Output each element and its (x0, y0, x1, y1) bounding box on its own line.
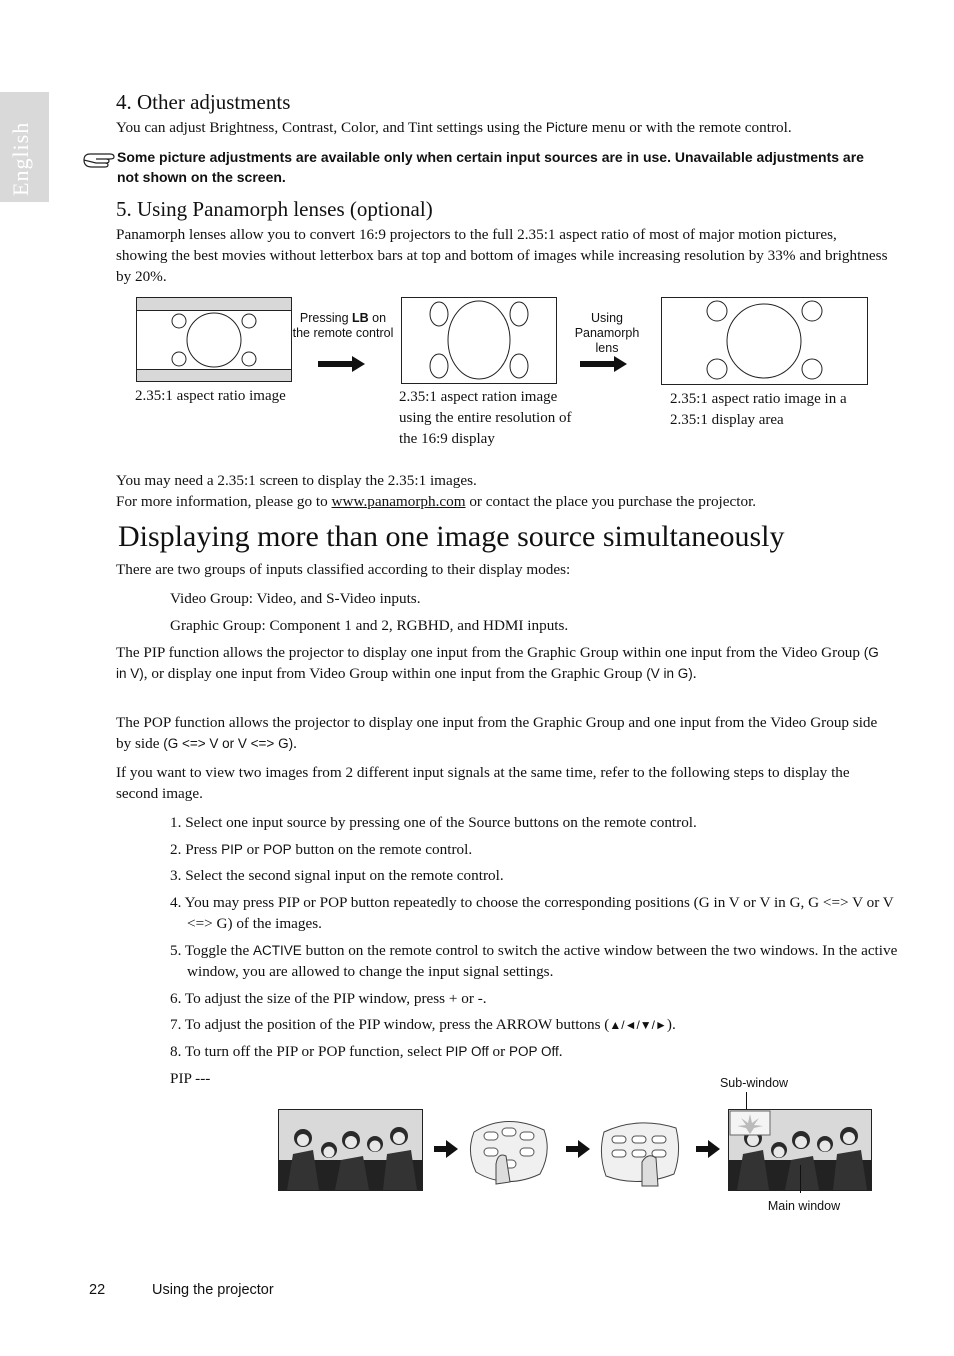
arrow-right-icon (434, 1140, 458, 1163)
caption-fullres: 2.35:1 aspect ration image using the entire resolution of the 16:9 display (399, 389, 572, 447)
other-adjustments-text: You can adjust Brightness, Contrast, Color, and Tint settings using the Picture menu or with the remote control. (116, 119, 792, 136)
graphic-group: Graphic Group: Component 1 and 2, RGBHD, and HDMI inputs. (170, 617, 569, 634)
picture-menu-label: Picture (545, 120, 588, 135)
group-photo (278, 1109, 423, 1191)
note-text: Some picture adjustments are available only when certain input sources are in use. Unavailable adjustments are not shown on the screen. (117, 149, 864, 185)
remote-pip-button-icon (466, 1112, 552, 1188)
screen-note: You may need a 2.35:1 screen to display the 2.35:1 images. (116, 472, 477, 489)
section-heading-panamorph: 5. Using Panamorph lenses (optional) (116, 197, 433, 221)
section-heading-other-adjustments: 4. Other adjustments (116, 90, 291, 114)
footer-section: Using the projector (152, 1282, 274, 1298)
caption-wide: 2.35:1 aspect ratio image in a 2.35:1 display area (670, 391, 847, 428)
step-5: 5. Toggle the ACTIVE button on the remote control to switch the active window between the two windows. In the active window, you are allowed to change the input signal settings. (170, 942, 898, 980)
arrow-right-icon (696, 1140, 720, 1163)
pip-label: PIP --- (170, 1070, 211, 1087)
mainwindow-label: Main window (767, 1199, 841, 1213)
step-7: 7. To adjust the position of the PIP window, press the ARROW buttons (▲/◄/▼/►). (170, 1016, 676, 1033)
wide-display-diagram (661, 297, 868, 385)
step-3: 3. Select the second signal input on the remote control. (170, 867, 504, 884)
step-4: 4. You may press PIP or POP button repeatedly to choose the corresponding positions (G in V or V in G, G <=> V or V <=> G) of the images. (170, 894, 894, 932)
video-group: Video Group: Video, and S-Video inputs. (170, 590, 421, 607)
steps-intro: If you want to view two images from 2 different input signals at the same time, refer to the following steps to display the second image. (116, 764, 850, 802)
arrow1-label: Pressing LB on the remote control (292, 311, 394, 340)
step-6: 6. To adjust the size of the PIP window, press + or -. (170, 990, 487, 1007)
letterbox-diagram (136, 297, 292, 382)
step-1: 1. Select one input source by pressing one of the Source buttons on the remote control. (170, 814, 697, 831)
language-tab (0, 92, 49, 202)
arrow-right-icon (580, 356, 628, 377)
letterbox-image-area (137, 310, 291, 370)
page-title: Displaying more than one image source simultaneously (118, 520, 785, 553)
caption-letterbox: 2.35:1 aspect ratio image (135, 388, 286, 404)
arrow-right-icon (318, 356, 366, 377)
pop-paragraph: The POP function allows the projector to display one input from the Graphic Group and one input from the Video Group side by side (G <=> V or V <=> G). (116, 714, 878, 752)
arrow-right-icon (566, 1140, 590, 1163)
arrow2-label: Using Panamorph lens (574, 311, 640, 355)
panamorph-intro: Panamorph lenses allow you to convert 16:9 projectors to the full 2.35:1 aspect ratio of most of major motion pictures, showing the best movies without letterbox bars at top and bottom of images while increasing resolution by 33% and brightness by 20%. (116, 226, 888, 285)
language-tab-label: English (8, 121, 33, 196)
subwindow-label: Sub-window (719, 1076, 789, 1090)
lb-key: LB (352, 311, 369, 325)
groups-intro: There are two groups of inputs classified according to their display modes: (116, 561, 571, 578)
step-2: 2. Press PIP or POP button on the remote control. (170, 841, 473, 858)
pip-paragraph: The PIP function allows the projector to display one input from the Graphic Group within one input from the Video Group (G in V), or display one input from Video Group within one input from the Graphic Group (V in G). (116, 644, 879, 682)
panamorph-link[interactable]: www.panamorph.com (331, 493, 466, 510)
step-8: 8. To turn off the PIP or POP function, select PIP Off or POP Off. (170, 1043, 563, 1060)
remote-input-button-icon (598, 1114, 682, 1188)
fullres-diagram (401, 297, 557, 384)
mainwindow-pointer (800, 1165, 801, 1193)
note-hand-icon (82, 150, 116, 170)
page-number: 22 (89, 1282, 106, 1298)
more-info-line: For more information, please go to www.panamorph.com or contact the place you purchase the projector. (116, 493, 757, 510)
